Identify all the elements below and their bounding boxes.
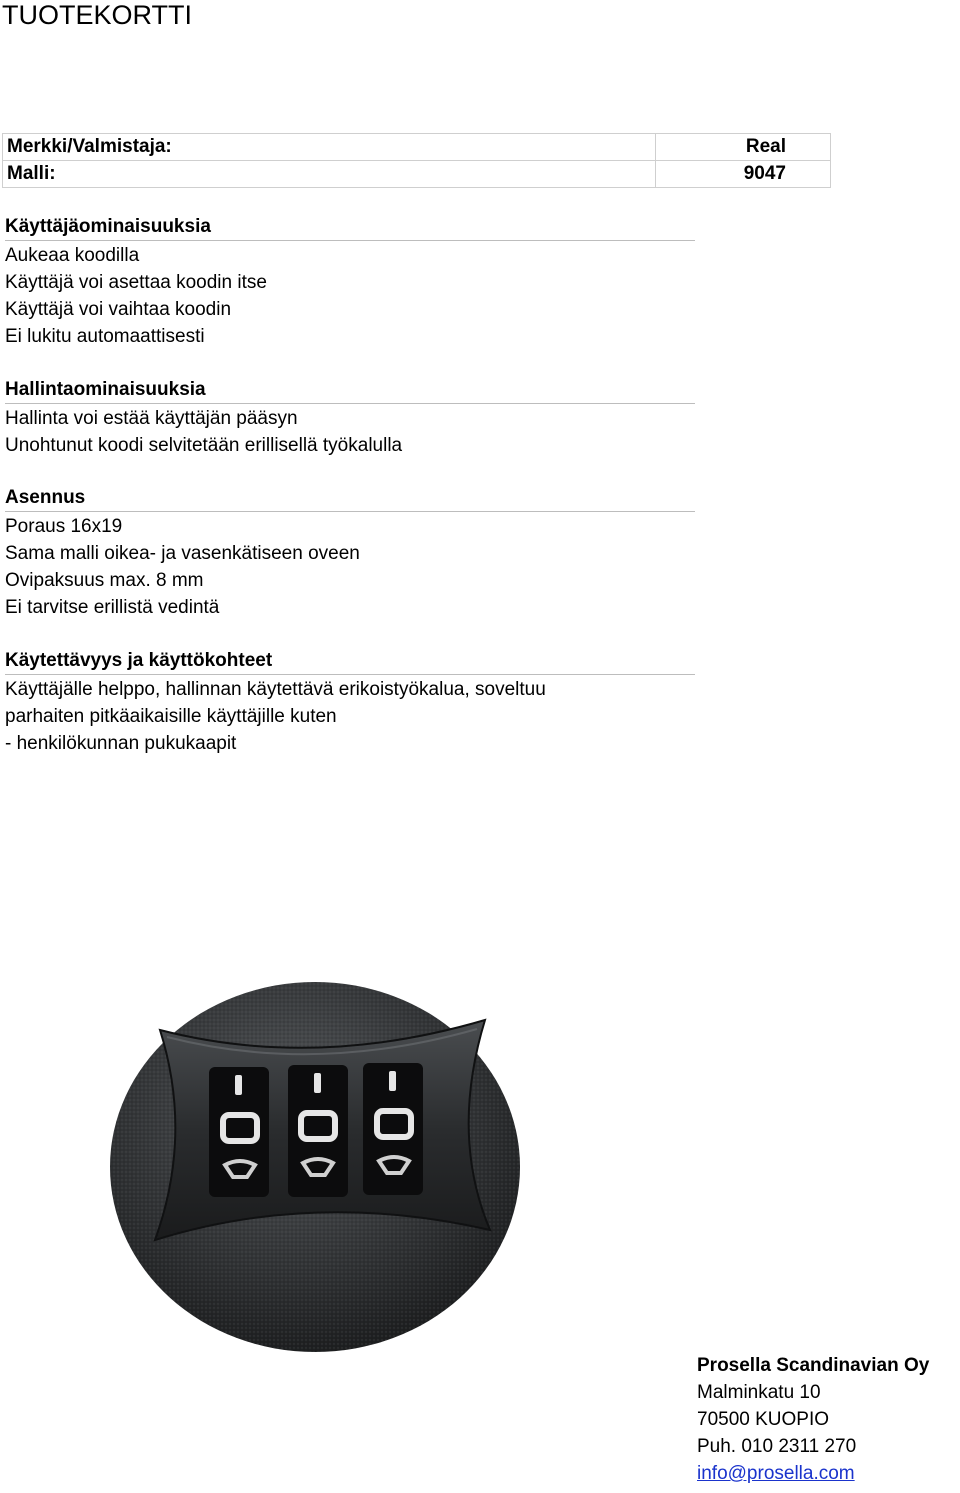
- list-item: Ovipaksuus max. 8 mm: [5, 570, 204, 591]
- section-installation: [5, 485, 695, 621]
- list-item: Sama malli oikea- ja vasenkätiseen oveen: [5, 543, 360, 564]
- table-row: [3, 134, 831, 161]
- list-item: Poraus 16x19: [5, 516, 123, 537]
- company-city: 70500 KUOPIO: [697, 1409, 830, 1430]
- list-item: Ei tarvitse erillistä vedintä: [5, 597, 220, 618]
- list-item: Käyttäjä voi vaihtaa koodin: [5, 299, 232, 320]
- section-heading: Hallintaominaisuuksia: [5, 377, 695, 404]
- company-phone: Puh. 010 2311 270: [697, 1436, 857, 1457]
- brand-value: Real: [656, 134, 831, 161]
- list-item: Aukeaa koodilla: [5, 245, 140, 266]
- code-wheels: [209, 1063, 423, 1197]
- brand-label: Merkki/Valmistaja:: [3, 134, 656, 161]
- section-user-features: [5, 214, 695, 350]
- list-item: - henkilökunnan pukukaapit: [5, 733, 237, 754]
- list-item: Unohtunut koodi selvitetään erillisellä työkalulla: [5, 435, 403, 456]
- spec-table: [2, 133, 831, 188]
- section-heading: Asennus: [5, 485, 695, 512]
- table-row: [3, 161, 831, 188]
- list-item: Käyttäjä voi asettaa koodin itse: [5, 272, 267, 293]
- section-heading: Käytettävyys ja käyttökohteet: [5, 648, 695, 675]
- list-item: parhaiten pitkäaikaisille käyttäjille kuten: [5, 706, 337, 727]
- combination-lock-image: [105, 975, 525, 1355]
- section-usage: [5, 648, 695, 757]
- list-item: Käyttäjälle helppo, hallinnan käytettävä erikoistyökalua, soveltuu: [5, 679, 546, 700]
- model-value: 9047: [656, 161, 831, 188]
- section-heading: Käyttäjäominaisuuksia: [5, 214, 695, 241]
- company-name: Prosella Scandinavian Oy: [697, 1355, 930, 1376]
- company-email-link[interactable]: info@prosella.com: [697, 1463, 855, 1484]
- company-street: Malminkatu 10: [697, 1382, 821, 1403]
- list-item: Hallinta voi estää käyttäjän pääsyn: [5, 408, 298, 429]
- list-item: Ei lukitu automaattisesti: [5, 326, 205, 347]
- model-label: Malli:: [3, 161, 656, 188]
- section-admin-features: [5, 377, 695, 459]
- company-info: [697, 1352, 960, 1487]
- page-title: TUOTEKORTTI: [2, 0, 193, 30]
